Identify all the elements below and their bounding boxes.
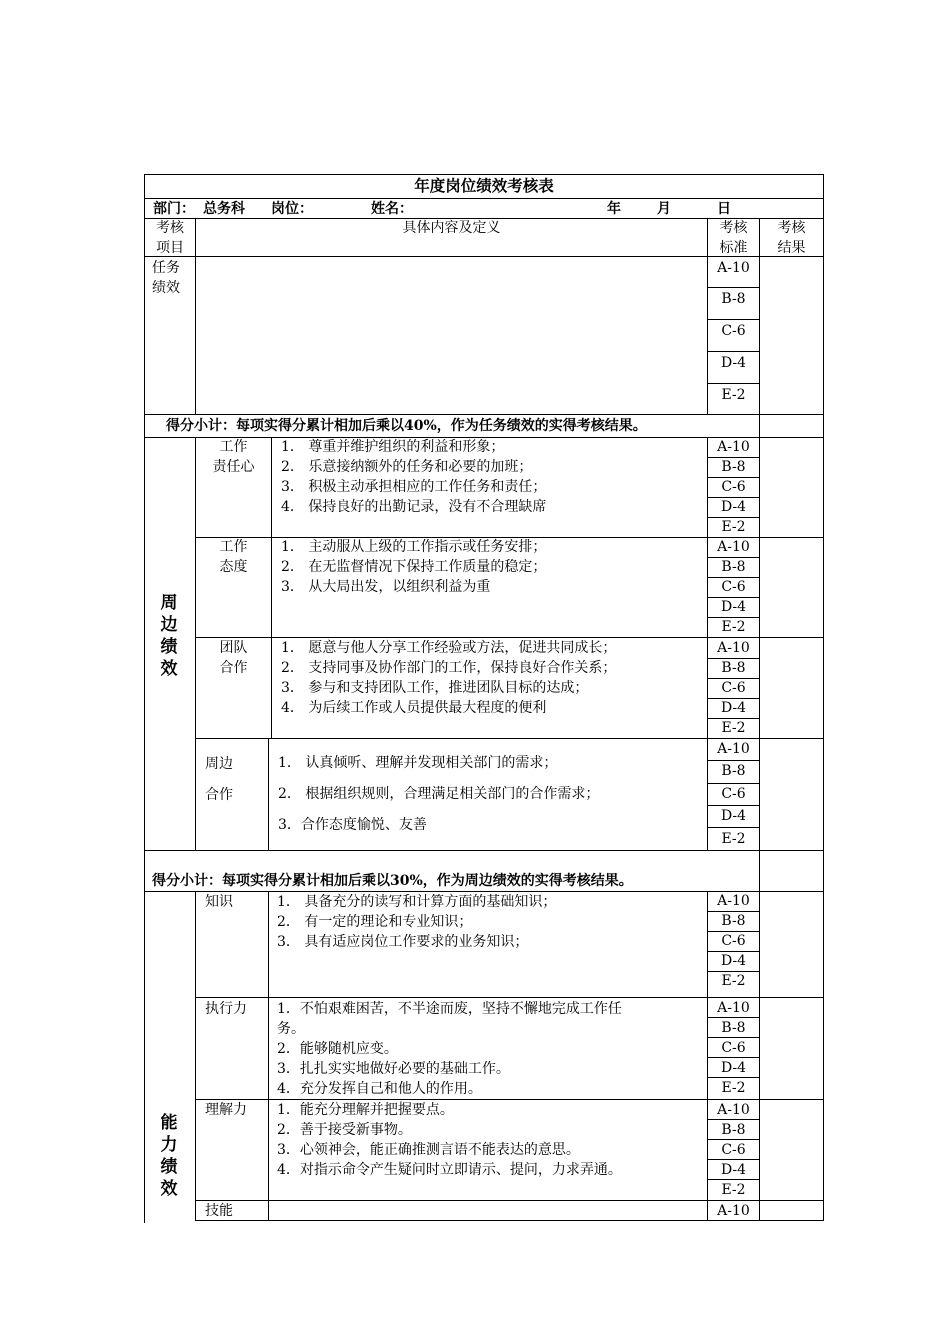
rule <box>707 383 759 384</box>
item-name: 工作 责任心 <box>212 439 255 475</box>
rule <box>144 174 824 175</box>
item-name: 理解力 <box>205 1102 247 1118</box>
item-content: 1． 主动服从上级的工作指示或任务安排； 2． 在无监督情况下保持工作质量的稳定； 3． 从大局出发，以组织利益为重 <box>281 539 547 595</box>
grade-list: A-10 B-8 C-6 D-4 E-2 <box>717 640 750 736</box>
day-label: 日 <box>717 201 731 217</box>
content-header: 具体内容及定义 <box>402 220 501 236</box>
item-header: 考核 项目 <box>156 220 184 256</box>
peripheral-label: 周 边 绩 效 <box>160 593 178 679</box>
item-content: 1． 愿意与他人分享工作经验或方法，促进共同成长； 2． 支持同事及协作部门的工作，保持良好合作关系； 3． 参与和支持团队工作，推进团队目标的达成； 4． 为后续工作或人员提供最大程度的便利 <box>281 640 617 716</box>
grade: B-8 <box>721 291 746 307</box>
form-title: 年度岗位绩效考核表 <box>414 176 554 195</box>
position-label: 岗位： <box>271 201 313 217</box>
item-name: 执行力 <box>205 1001 247 1017</box>
task-subtotal: 得分小计：每项实得分累计相加后乘以40%，作为任务绩效的实得考核结果。 <box>166 418 647 434</box>
item-name: 周边 合作 <box>205 756 233 803</box>
item-content: 1．能充分理解并把握要点。 2．善于接受新事物。 3．心领神会，能正确推测言语不能表达的意思。 4．对指示命令产生疑问时立即请示、提问，力求弄通。 <box>277 1102 622 1178</box>
grade: C-6 <box>721 323 746 339</box>
rule <box>707 319 759 320</box>
name-label: 姓名： <box>371 201 413 217</box>
grade: A-10 <box>717 1203 750 1219</box>
task-label: 任务 绩效 <box>152 260 180 296</box>
grade: E-2 <box>721 387 746 403</box>
item-content: 1． 尊重并维护组织的利益和形象； 2． 乐意接纳额外的任务和必要的加班； 3． 积极主动承担相应的工作任务和责任； 4． 保持良好的出勤记录，没有不合理缺席 <box>281 439 547 515</box>
year-label: 年 <box>607 201 621 217</box>
result-header: 考核 结果 <box>777 220 806 256</box>
item-name: 团队 合作 <box>219 640 248 676</box>
grade: A-10 <box>717 260 750 276</box>
dept-label: 部门： <box>153 201 195 217</box>
item-content: 1．不怕艰难困苦，不半途而废，坚持不懈地完成工作任 务。 2．能够随机应变。 3．扎扎实实地做好必要的基础工作。 4．充分发挥自己和他人的作用。 <box>277 1001 622 1097</box>
grade: D-4 <box>720 355 747 371</box>
rule <box>144 414 824 415</box>
month-label: 月 <box>657 201 671 217</box>
item-name: 技能 <box>205 1203 233 1219</box>
standard-header: 考核 标准 <box>719 220 748 256</box>
grade-list: A-10 B-8 C-6 D-4 E-2 <box>717 893 750 989</box>
grade-list: A-10 B-8 C-6 D-4 E-2 <box>717 439 750 535</box>
item-name: 知识 <box>205 894 233 910</box>
item-content: 1． 具备充分的读写和计算方面的基础知识； 2． 有一定的理论和专业知识； 3． 具有适应岗位工作要求的业务知识； <box>277 894 557 950</box>
grade-list: A-10 B-8 C-6 D-4 E-2 <box>717 741 750 847</box>
grade-list: A-10 B-8 C-6 D-4 E-2 <box>717 1000 750 1096</box>
peripheral-subtotal: 得分小计：每项实得分累计相加后乘以30%，作为周边绩效的实得考核结果。 <box>152 873 633 889</box>
dept-value: 总务科 <box>203 201 245 217</box>
meta-row <box>144 199 824 219</box>
item-name: 工作 态度 <box>219 539 248 575</box>
rule <box>144 850 824 851</box>
grade-list: A-10 B-8 C-6 D-4 E-2 <box>717 539 750 635</box>
item-content: 1． 认真倾听、理解并发现相关部门的需求； 2． 根据组织规则，合理满足相关部门的合作需求； 3．合作态度愉悦、友善 <box>278 755 600 833</box>
grade-list: A-10 B-8 C-6 D-4 E-2 <box>717 1102 750 1198</box>
rule <box>707 351 759 352</box>
ability-label: 能 力 绩 效 <box>160 1113 178 1199</box>
appraisal-form <box>144 174 824 1223</box>
rule <box>707 287 759 288</box>
